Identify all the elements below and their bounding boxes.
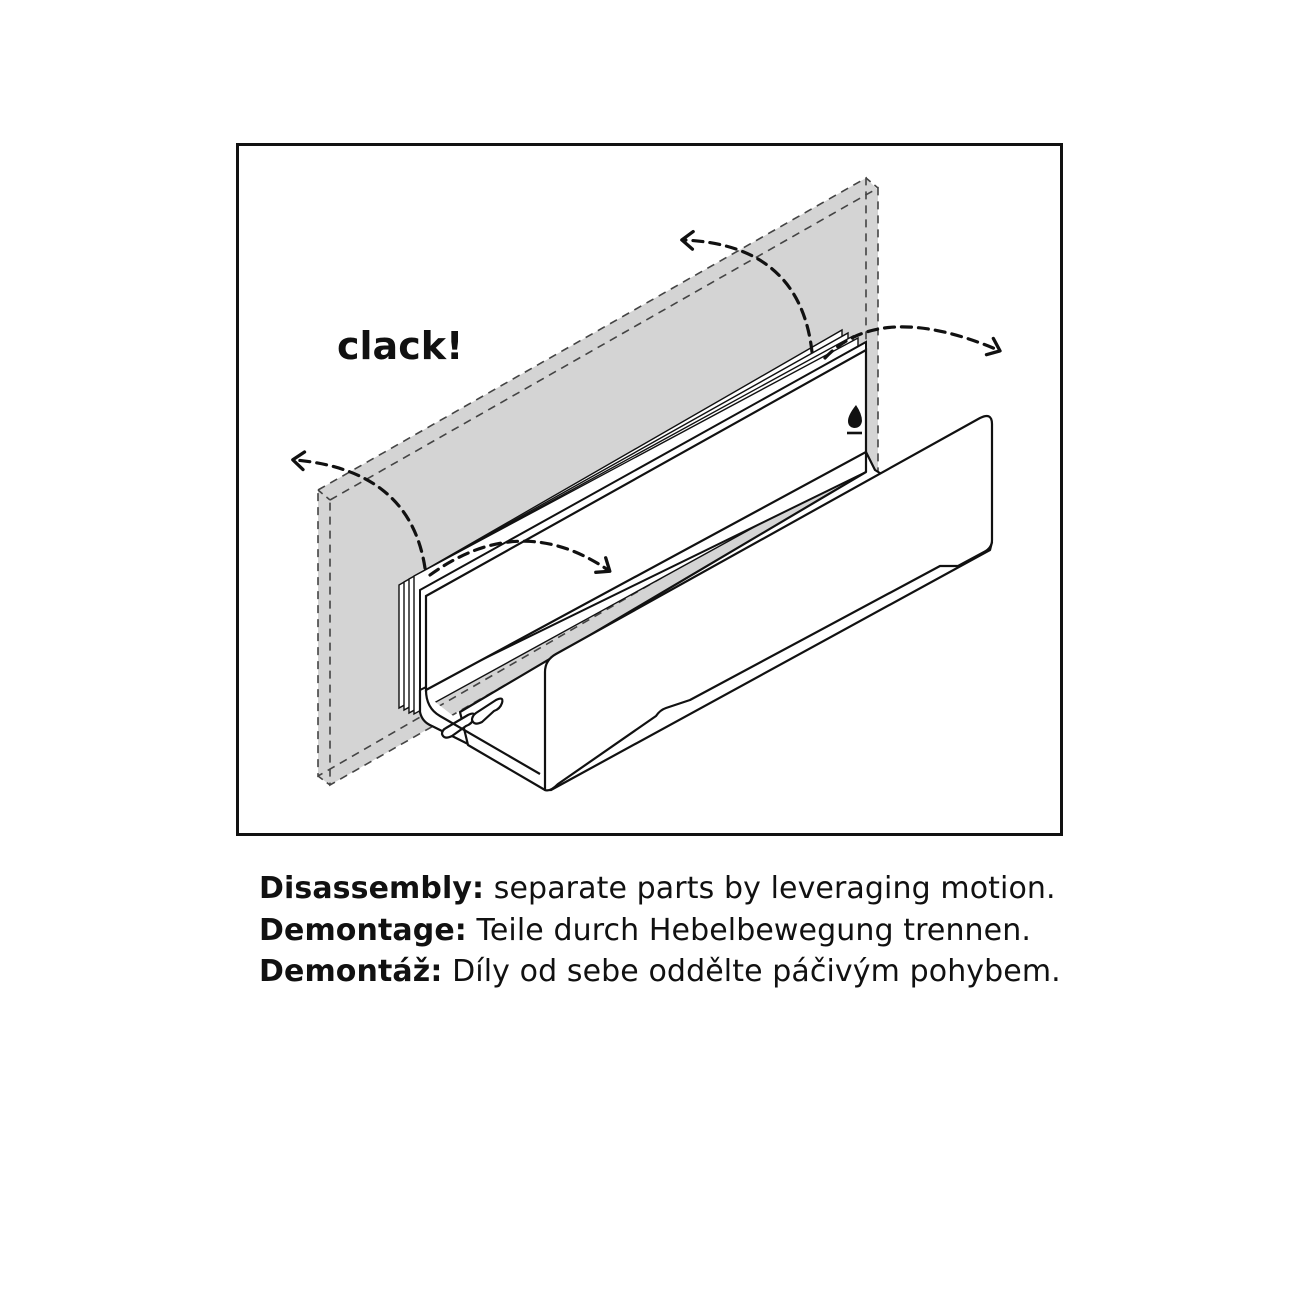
caption-text: Díly od sebe oddělte páčivým pohybem. xyxy=(452,954,1061,989)
caption-label: Disassembly: xyxy=(259,871,485,906)
caption-line-en xyxy=(259,868,1259,910)
caption-label: Demontage: xyxy=(259,912,467,948)
caption-text: Teile durch Hebelbewegung trennen. xyxy=(476,912,1031,948)
caption-text: separate parts by leveraging motion. xyxy=(493,871,1056,906)
sound-label: clack! xyxy=(337,324,464,368)
caption-line-cs xyxy=(259,951,1259,993)
caption-label: Demontáž: xyxy=(259,954,443,989)
caption-block xyxy=(259,868,1259,993)
caption-line-de xyxy=(259,910,1259,952)
